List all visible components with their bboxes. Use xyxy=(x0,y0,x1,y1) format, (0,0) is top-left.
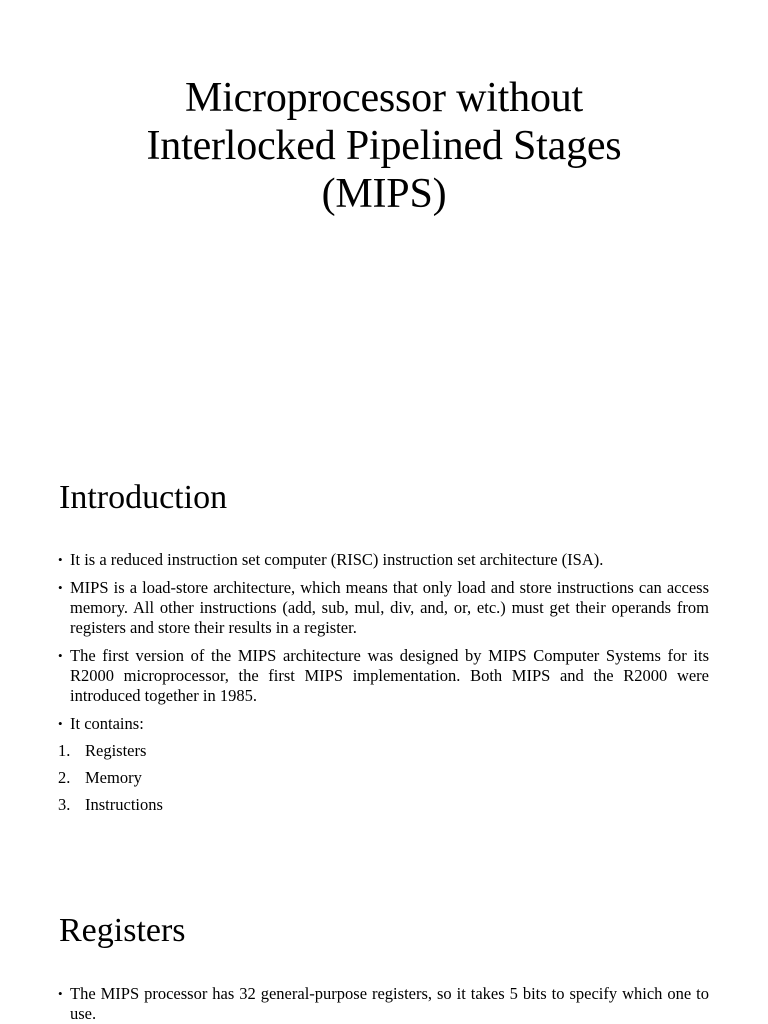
bullet-marker: • xyxy=(58,716,63,731)
bullet-marker: • xyxy=(58,986,63,1001)
numbered-text: Memory xyxy=(85,768,142,787)
bullet-item xyxy=(58,578,709,638)
numbered-item xyxy=(58,768,709,788)
registers-heading: Registers xyxy=(59,912,186,949)
bullet-text: The MIPS processor has 32 general-purpose registers, so it takes 5 bits to specify which one to use. xyxy=(70,984,709,1023)
title-line: Microprocessor without xyxy=(184,75,584,121)
numbered-item xyxy=(58,795,709,815)
numbered-item xyxy=(58,741,709,761)
bullet-item xyxy=(58,550,709,570)
introduction-heading: Introduction xyxy=(59,479,228,516)
item-number: 3. xyxy=(58,795,71,814)
title-line: (MIPS) xyxy=(321,171,447,217)
bullet-marker: • xyxy=(58,552,63,567)
bullet-marker: • xyxy=(58,580,63,595)
bullet-text: MIPS is a load-store architecture, which means that only load and store instructions can access memory. All other instructions (add, sub, mul, div, and, or, etc.) must get their operands from registers and store their results in a register. xyxy=(70,578,709,637)
bullet-text: It contains: xyxy=(70,714,144,733)
bullet-item xyxy=(58,714,709,734)
bullet-text: The first version of the MIPS architecture was designed by MIPS Computer Systems for its R2000 microprocessor, the first MIPS implementation. Both MIPS and the R2000 were introduced together in 1985. xyxy=(70,646,709,705)
item-number: 1. xyxy=(58,741,71,760)
item-number: 2. xyxy=(58,768,71,787)
document-title xyxy=(0,74,768,218)
bullet-item xyxy=(58,984,709,1024)
registers-content xyxy=(58,984,709,1024)
title-line: Interlocked Pipelined Stages xyxy=(146,123,622,169)
numbered-text: Instructions xyxy=(85,795,163,814)
numbered-text: Registers xyxy=(85,741,147,760)
bullet-marker: • xyxy=(58,648,63,663)
bullet-text: It is a reduced instruction set computer (RISC) instruction set architecture (ISA). xyxy=(70,550,604,569)
bullet-item xyxy=(58,646,709,706)
introduction-content xyxy=(58,550,709,815)
